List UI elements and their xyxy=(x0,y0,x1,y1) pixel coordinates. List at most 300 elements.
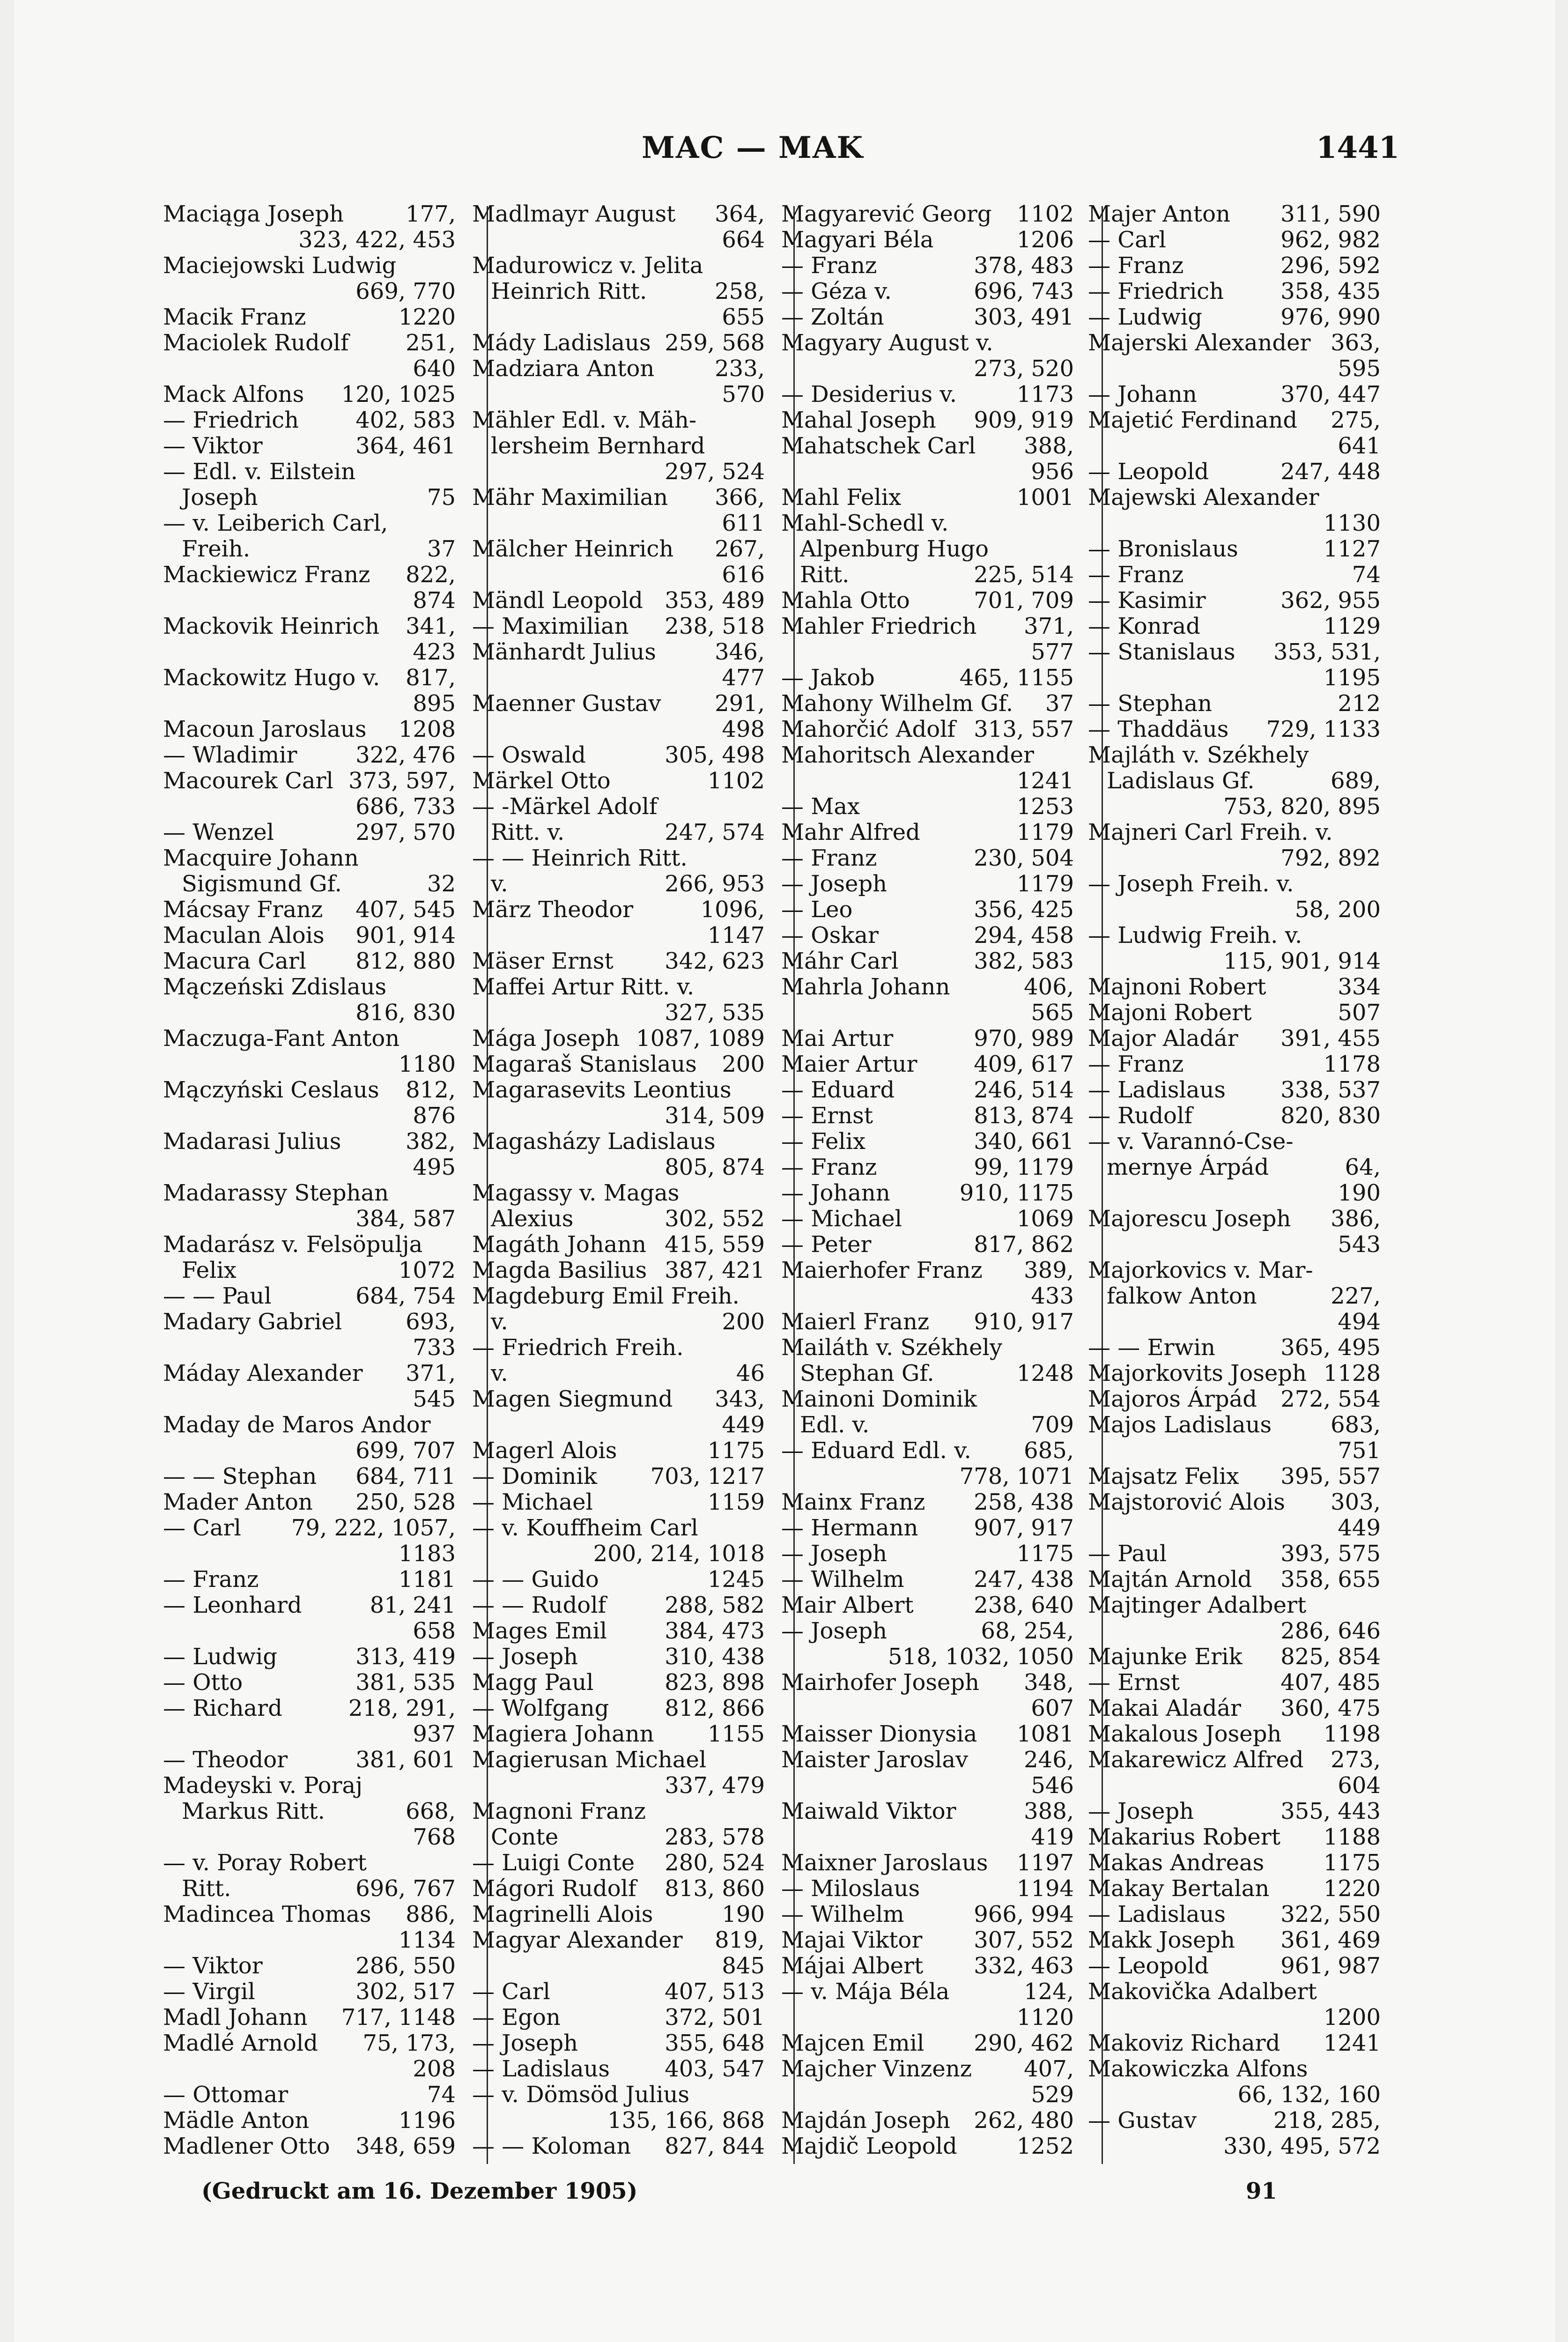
entry-name: Majorkovits Joseph xyxy=(1088,1361,1307,1386)
index-entry xyxy=(472,330,765,356)
entry-pages: 1102 xyxy=(1016,201,1074,227)
entry-pages: 817, 862 xyxy=(974,1232,1074,1258)
entry-pages: 449 xyxy=(1338,1515,1381,1541)
index-entry xyxy=(163,845,456,871)
entry-pages: 238, 640 xyxy=(974,1593,1074,1618)
entry-pages: 307, 552 xyxy=(974,1927,1074,1953)
entry-pages: 696, 767 xyxy=(355,1876,456,1902)
index-entry xyxy=(1088,2134,1381,2159)
entry-name: Mahl-Schedl v. xyxy=(781,511,949,536)
entry-pages: 907, 917 xyxy=(974,1515,1074,1541)
entry-pages: 407, 485 xyxy=(1280,1670,1381,1696)
entry-name: Mändl Leopold xyxy=(472,588,643,614)
entry-pages: 577 xyxy=(1031,639,1074,665)
entry-name: — Paul xyxy=(1088,1541,1167,1567)
index-entry xyxy=(1088,794,1381,820)
index-entry xyxy=(1088,1670,1381,1696)
entry-name: Ritt. xyxy=(182,1876,231,1902)
index-entry xyxy=(163,1979,456,2005)
entry-name: Maculan Alois xyxy=(163,923,325,949)
entry-pages: 685, xyxy=(1024,1438,1074,1464)
entry-pages: 348, xyxy=(1024,1670,1074,1696)
entry-pages: 346, xyxy=(715,639,765,665)
entry-pages: 937 xyxy=(413,1721,456,1747)
entry-pages: 332, 463 xyxy=(974,1953,1074,1979)
index-entry xyxy=(781,304,1074,330)
entry-name: — Joseph xyxy=(781,1541,888,1567)
index-entry xyxy=(472,1850,765,1876)
entry-pages: 966, 994 xyxy=(974,1902,1074,1927)
index-entry xyxy=(781,845,1074,871)
index-entry xyxy=(472,1927,765,1953)
entry-pages: 1194 xyxy=(1016,1876,1074,1902)
index-entry xyxy=(163,1490,456,1515)
index-entry xyxy=(781,201,1074,227)
entry-pages: 81, 241 xyxy=(370,1593,456,1618)
entry-pages: 250, 528 xyxy=(355,1490,456,1515)
index-entry xyxy=(163,1644,456,1670)
entry-name: Mahler Friedrich xyxy=(781,614,977,639)
page-header xyxy=(14,130,1555,172)
entry-name: Maierl Franz xyxy=(781,1309,930,1335)
entry-pages: 246, xyxy=(1024,1747,1074,1773)
index-entry xyxy=(1088,974,1381,1000)
entry-pages: 1120 xyxy=(1016,2005,1074,2031)
entry-pages: 286, 646 xyxy=(1280,1618,1381,1644)
index-entry xyxy=(781,949,1074,974)
index-entry xyxy=(781,923,1074,949)
index-entry xyxy=(472,1155,765,1180)
entry-name: — Felix xyxy=(781,1129,866,1155)
index-entry xyxy=(472,2005,765,2031)
entry-pages: 1134 xyxy=(398,1927,456,1953)
entry-name: — Franz xyxy=(781,253,877,279)
index-entry xyxy=(163,1567,456,1593)
index-columns xyxy=(163,201,1397,2169)
entry-pages: 337, 479 xyxy=(665,1773,765,1799)
entry-pages: 99, 1179 xyxy=(974,1155,1074,1180)
index-entry xyxy=(781,485,1074,511)
entry-name: — Eduard xyxy=(781,1077,895,1103)
entry-name: Majerski Alexander xyxy=(1088,330,1311,356)
entry-name: — — Rudolf xyxy=(472,1593,606,1618)
entry-name: — Eduard Edl. v. xyxy=(781,1438,971,1464)
entry-pages: 699, 707 xyxy=(355,1438,456,1464)
entry-pages: 910, 1175 xyxy=(959,1180,1074,1206)
entry-name: Mahal Joseph xyxy=(781,408,936,433)
entry-pages: 190 xyxy=(1338,1180,1381,1206)
entry-name: — Theodor xyxy=(163,1747,288,1773)
index-entry xyxy=(163,1180,456,1206)
index-entry xyxy=(163,1618,456,1644)
entry-name: — Richard xyxy=(163,1696,282,1721)
entry-name: — Desiderius v. xyxy=(781,382,957,408)
entry-name: Markus Ritt. xyxy=(182,1799,325,1824)
entry-pages: 314, 509 xyxy=(665,1103,765,1129)
index-entry xyxy=(1088,2056,1381,2082)
entry-name: — Stephan xyxy=(1088,691,1213,717)
index-entry xyxy=(1088,1412,1381,1438)
index-entry xyxy=(781,2056,1074,2082)
index-entry xyxy=(163,1876,456,1902)
entry-name: — v. Mája Béla xyxy=(781,1979,950,2005)
entry-pages: 1252 xyxy=(1016,2134,1074,2159)
entry-pages: 266, 953 xyxy=(665,871,765,897)
entry-pages: 415, 559 xyxy=(665,1232,765,1258)
index-entry xyxy=(472,382,765,408)
index-entry xyxy=(472,2031,765,2056)
index-entry xyxy=(163,1335,456,1361)
index-entry xyxy=(472,227,765,253)
entry-pages: 272, 554 xyxy=(1280,1386,1381,1412)
index-entry xyxy=(781,665,1074,691)
entry-pages: 267, xyxy=(715,536,765,562)
index-entry xyxy=(163,408,456,433)
entry-pages: 297, 570 xyxy=(355,820,456,845)
entry-name: Majneri Carl Freih. v. xyxy=(1088,820,1333,845)
entry-pages: 778, 1071 xyxy=(959,1464,1074,1490)
entry-name: — Leonhard xyxy=(163,1593,302,1618)
index-entry xyxy=(163,768,456,794)
entry-name: Mahrla Johann xyxy=(781,974,950,1000)
index-entry xyxy=(781,794,1074,820)
entry-name: Majtinger Adalbert xyxy=(1088,1593,1307,1618)
index-entry xyxy=(163,949,456,974)
entry-pages: 611 xyxy=(722,511,765,536)
entry-pages: 74 xyxy=(427,2082,456,2108)
index-entry xyxy=(781,1644,1074,1670)
entry-name: Mahoritsch Alexander xyxy=(781,742,1034,768)
entry-pages: 286, 550 xyxy=(355,1953,456,1979)
index-entry xyxy=(472,794,765,820)
print-date: (Gedruckt am 16. Dezember 1905) xyxy=(201,2178,638,2204)
entry-pages: 327, 535 xyxy=(665,1000,765,1026)
index-entry xyxy=(1088,485,1381,511)
index-entry xyxy=(1088,1386,1381,1412)
entry-pages: 658 xyxy=(413,1618,456,1644)
entry-pages: 303, 491 xyxy=(974,304,1074,330)
index-entry xyxy=(1088,1644,1381,1670)
index-entry xyxy=(1088,691,1381,717)
entry-pages: 135, 166, 868 xyxy=(607,2108,765,2134)
index-entry xyxy=(163,1155,456,1180)
index-entry xyxy=(472,1232,765,1258)
index-entry xyxy=(472,2082,765,2108)
entry-name: — Johann xyxy=(781,1180,890,1206)
entry-pages: 816, 830 xyxy=(355,1000,456,1026)
entry-name: Freih. xyxy=(182,536,251,562)
entry-pages: 353, 531, xyxy=(1273,639,1381,665)
index-entry xyxy=(781,1026,1074,1052)
entry-name: Makk Joseph xyxy=(1088,1927,1235,1953)
index-entry xyxy=(472,1567,765,1593)
index-entry xyxy=(1088,382,1381,408)
entry-name: Stephan Gf. xyxy=(800,1361,934,1386)
entry-pages: 1253 xyxy=(1016,794,1074,820)
entry-pages: 247, 448 xyxy=(1280,459,1381,485)
index-entry xyxy=(781,1593,1074,1618)
entry-pages: 1195 xyxy=(1323,665,1381,691)
index-entry xyxy=(163,717,456,742)
entry-pages: 388, xyxy=(1024,433,1074,459)
entry-name: Mackiewicz Franz xyxy=(163,562,370,588)
index-entry xyxy=(781,1567,1074,1593)
entry-pages: 956 xyxy=(1031,459,1074,485)
entry-name: — Rudolf xyxy=(1088,1103,1193,1129)
entry-name: Majstorović Alois xyxy=(1088,1490,1285,1515)
entry-name: Makai Aladár xyxy=(1088,1696,1241,1721)
index-entry xyxy=(163,588,456,614)
entry-pages: 311, 590 xyxy=(1280,201,1381,227)
entry-name: Magiera Johann xyxy=(472,1721,654,1747)
entry-name: Maczuga-Fant Anton xyxy=(163,1026,400,1052)
index-entry xyxy=(163,562,456,588)
entry-name: — Ladislaus xyxy=(1088,1077,1226,1103)
index-entry xyxy=(472,279,765,304)
entry-name: — Franz xyxy=(1088,562,1184,588)
index-entry xyxy=(163,1721,456,1747)
entry-name: Madlener Otto xyxy=(163,2134,330,2159)
entry-name: Mackovik Heinrich xyxy=(163,614,380,639)
entry-pages: 384, 473 xyxy=(665,1618,765,1644)
entry-name: Maciejowski Ludwig xyxy=(163,253,397,279)
entry-name: Macquire Johann xyxy=(163,845,359,871)
entry-name: — Wilhelm xyxy=(781,1567,904,1593)
entry-name: Magrinelli Alois xyxy=(472,1902,653,1927)
index-entry xyxy=(472,717,765,742)
entry-name: Madarász v. Felsöpulja xyxy=(163,1232,423,1258)
index-entry xyxy=(1088,2082,1381,2108)
index-entry xyxy=(1088,897,1381,923)
entry-name: Magen Siegmund xyxy=(472,1386,673,1412)
entry-pages: 372, 501 xyxy=(665,2005,765,2031)
entry-name: — v. Dömsöd Julius xyxy=(472,2082,690,2108)
index-entry xyxy=(1088,201,1381,227)
entry-name: — Joseph xyxy=(781,1618,888,1644)
index-entry xyxy=(781,768,1074,794)
index-entry xyxy=(472,691,765,717)
entry-pages: 976, 990 xyxy=(1280,304,1381,330)
entry-pages: 382, 583 xyxy=(974,949,1074,974)
entry-name: Magg Paul xyxy=(472,1670,594,1696)
entry-pages: 909, 919 xyxy=(974,408,1074,433)
entry-pages: 874 xyxy=(413,588,456,614)
entry-pages: 343, xyxy=(715,1386,765,1412)
entry-pages: 607 xyxy=(1031,1696,1074,1721)
index-entry xyxy=(163,2134,456,2159)
entry-name: — Ernst xyxy=(781,1103,873,1129)
entry-pages: 371, xyxy=(1024,614,1074,639)
entry-pages: 294, 458 xyxy=(974,923,1074,949)
index-entry xyxy=(472,1386,765,1412)
index-entry xyxy=(781,536,1074,562)
entry-pages: 1197 xyxy=(1016,1850,1074,1876)
entry-name: Magierusan Michael xyxy=(472,1747,707,1773)
entry-name: — Wladimir xyxy=(163,742,297,768)
entry-name: — v. Varannó-Cse- xyxy=(1088,1129,1294,1155)
index-entry xyxy=(781,1464,1074,1490)
entry-pages: 655 xyxy=(722,304,765,330)
entry-pages: 1155 xyxy=(707,1721,765,1747)
entry-name: — Wenzel xyxy=(163,820,274,845)
index-entry xyxy=(472,1438,765,1464)
entry-pages: 876 xyxy=(413,1103,456,1129)
index-entry xyxy=(1088,1180,1381,1206)
entry-name: — — Heinrich Ritt. xyxy=(472,845,688,871)
entry-name: v. xyxy=(491,1361,508,1386)
entry-name: — Wilhelm xyxy=(781,1902,904,1927)
entry-pages: 227, xyxy=(1331,1283,1381,1309)
entry-name: — Maximilian xyxy=(472,614,629,639)
entry-pages: 302, 552 xyxy=(665,1206,765,1232)
entry-pages: 1072 xyxy=(398,1258,456,1283)
index-entry xyxy=(163,485,456,511)
index-entry xyxy=(163,2082,456,2108)
entry-name: Majdán Joseph xyxy=(781,2108,950,2134)
entry-pages: 273, 520 xyxy=(974,356,1074,382)
index-entry xyxy=(1088,1696,1381,1721)
entry-pages: 1183 xyxy=(398,1541,456,1567)
index-entry xyxy=(163,1438,456,1464)
index-entry xyxy=(781,1670,1074,1696)
entry-name: Makovička Adalbert xyxy=(1088,1979,1317,2005)
entry-pages: 353, 489 xyxy=(665,588,765,614)
entry-name: Majtán Arnold xyxy=(1088,1567,1252,1593)
entry-pages: 64, xyxy=(1345,1155,1381,1180)
index-entry xyxy=(163,201,456,227)
index-entry xyxy=(163,382,456,408)
entry-pages: 819, xyxy=(715,1927,765,1953)
entry-pages: 313, 419 xyxy=(355,1644,456,1670)
index-entry xyxy=(1088,1721,1381,1747)
entry-pages: 365, 495 xyxy=(1280,1335,1381,1361)
entry-name: Mahl Felix xyxy=(781,485,902,511)
index-entry xyxy=(472,588,765,614)
entry-name: Edl. v. xyxy=(800,1412,870,1438)
index-entry xyxy=(1088,588,1381,614)
index-entry xyxy=(1088,1283,1381,1309)
index-entry xyxy=(472,433,765,459)
index-entry xyxy=(1088,1618,1381,1644)
entry-pages: 570 xyxy=(722,382,765,408)
entry-pages: 334 xyxy=(1338,974,1381,1000)
index-entry xyxy=(1088,949,1381,974)
entry-pages: 1198 xyxy=(1323,1721,1381,1747)
entry-name: Madziara Anton xyxy=(472,356,655,382)
index-entry xyxy=(781,691,1074,717)
index-entry xyxy=(163,2005,456,2031)
index-entry xyxy=(472,1541,765,1567)
index-entry xyxy=(781,511,1074,536)
index-entry xyxy=(781,974,1074,1000)
entry-name: Majsatz Felix xyxy=(1088,1464,1239,1490)
index-entry xyxy=(781,1438,1074,1464)
index-entry xyxy=(1088,1129,1381,1155)
entry-name: — Friedrich Freih. xyxy=(472,1335,684,1361)
entry-name: — Luigi Conte xyxy=(472,1850,635,1876)
entry-pages: 1220 xyxy=(1323,1876,1381,1902)
index-entry xyxy=(781,1386,1074,1412)
index-entry xyxy=(781,2082,1074,2108)
entry-pages: 290, 462 xyxy=(974,2031,1074,2056)
entry-pages: 225, 514 xyxy=(974,562,1074,588)
entry-name: Ladislaus Gf. xyxy=(1107,768,1255,794)
entry-pages: 342, 623 xyxy=(665,949,765,974)
entry-name: Macik Franz xyxy=(163,304,306,330)
entry-name: Majorkovics v. Mar- xyxy=(1088,1258,1313,1283)
entry-name: mernye Árpád xyxy=(1107,1155,1269,1180)
entry-name: Madarassy Stephan xyxy=(163,1180,389,1206)
entry-pages: 703, 1217 xyxy=(650,1464,765,1490)
entry-name: Makowiczka Alfons xyxy=(1088,2056,1308,2082)
index-entry xyxy=(472,1696,765,1721)
index-entry xyxy=(781,1799,1074,1824)
entry-pages: 338, 537 xyxy=(1280,1077,1381,1103)
entry-pages: 1208 xyxy=(398,717,456,742)
index-entry xyxy=(1088,1593,1381,1618)
index-entry xyxy=(472,897,765,923)
entry-pages: 669, 770 xyxy=(355,279,456,304)
entry-pages: 1001 xyxy=(1016,485,1074,511)
entry-pages: 58, 200 xyxy=(1294,897,1381,923)
index-entry xyxy=(1088,2108,1381,2134)
entry-pages: 753, 820, 895 xyxy=(1223,794,1381,820)
entry-name: — Stanislaus xyxy=(1088,639,1235,665)
entry-name: Magaraš Stanislaus xyxy=(472,1052,697,1077)
entry-name: Mahr Alfred xyxy=(781,820,920,845)
entry-name: — Johann xyxy=(1088,382,1197,408)
index-entry xyxy=(1088,1077,1381,1103)
entry-name: Mader Anton xyxy=(163,1490,313,1515)
index-entry xyxy=(781,1515,1074,1541)
index-entry xyxy=(1088,1850,1381,1876)
index-entry xyxy=(472,1129,765,1155)
index-entry xyxy=(472,1953,765,1979)
entry-pages: 1128 xyxy=(1323,1361,1381,1386)
index-column-3 xyxy=(781,201,1074,2169)
entry-pages: 1200 xyxy=(1323,2005,1381,2031)
entry-pages: 32 xyxy=(427,871,456,897)
running-head: MAC — MAK xyxy=(642,130,864,165)
entry-pages: 477 xyxy=(722,665,765,691)
entry-name: Mágori Rudolf xyxy=(472,1876,636,1902)
entry-name: Mahony Wilhelm Gf. xyxy=(781,691,1013,717)
entry-pages: 701, 709 xyxy=(974,588,1074,614)
index-entry xyxy=(472,665,765,691)
entry-pages: 363, xyxy=(1331,330,1381,356)
entry-name: — Carl xyxy=(472,1979,550,2005)
index-entry xyxy=(781,1155,1074,1180)
entry-pages: 247, 438 xyxy=(974,1567,1074,1593)
entry-name: — Ladislaus xyxy=(1088,1902,1226,1927)
index-entry xyxy=(472,1412,765,1438)
index-entry xyxy=(781,871,1074,897)
index-entry xyxy=(1088,1155,1381,1180)
entry-pages: 498 xyxy=(722,717,765,742)
index-entry xyxy=(163,1773,456,1799)
index-entry xyxy=(163,1747,456,1773)
entry-name: — Kasimir xyxy=(1088,588,1206,614)
entry-name: — Friedrich xyxy=(163,408,299,433)
entry-pages: 729, 1133 xyxy=(1266,717,1381,742)
entry-pages: 1206 xyxy=(1016,227,1074,253)
entry-pages: 348, 659 xyxy=(355,2134,456,2159)
entry-name: — Virgil xyxy=(163,1979,255,2005)
entry-name: Máday Alexander xyxy=(163,1361,363,1386)
entry-pages: 1220 xyxy=(398,304,456,330)
index-entry xyxy=(1088,1747,1381,1773)
index-entry xyxy=(163,2056,456,2082)
